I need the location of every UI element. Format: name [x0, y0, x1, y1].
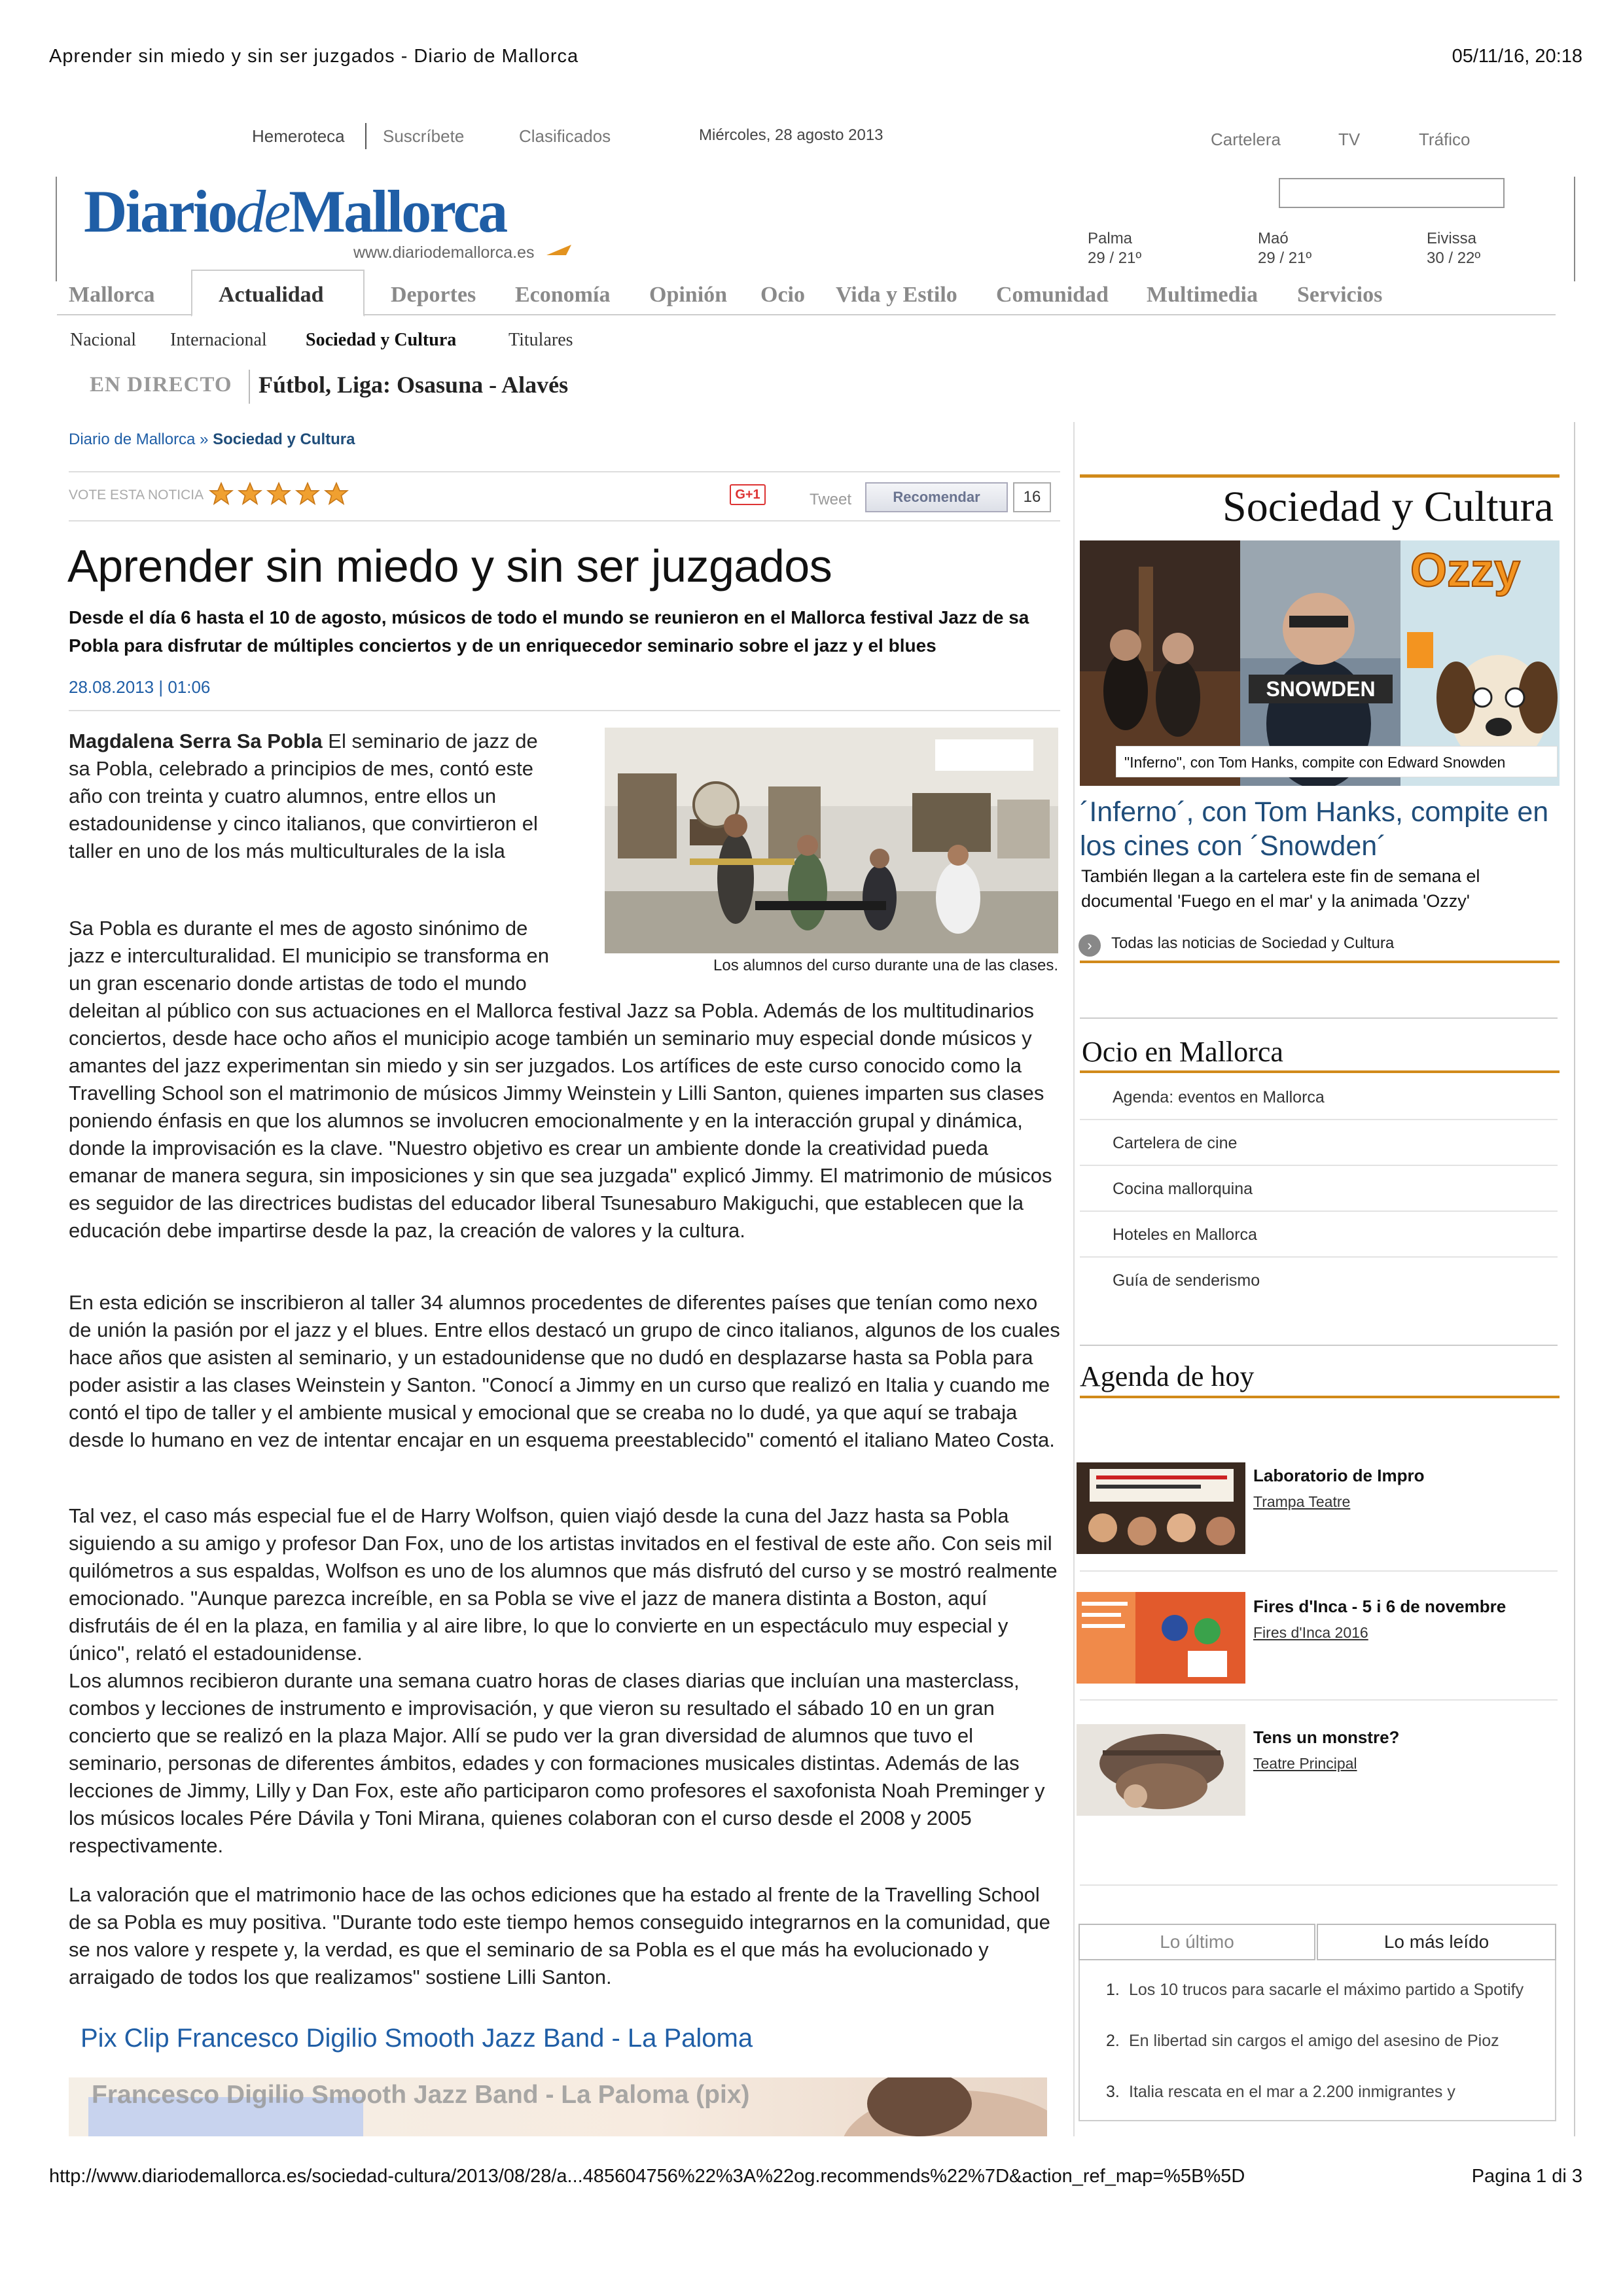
list-number: 2.: [1106, 2032, 1120, 2050]
subnav-internacional[interactable]: Internacional: [170, 330, 267, 350]
divider: [1080, 1699, 1558, 1701]
weather-temp: 29 / 21º: [1088, 249, 1142, 267]
tab-lo-mas-leido[interactable]: Lo más leído: [1317, 1924, 1556, 1960]
divider: [1080, 1884, 1558, 1886]
agenda-item-venue[interactable]: Teatre Principal: [1253, 1755, 1357, 1772]
video-title: Francesco Digilio Smooth Jazz Band - La Paloma (pix): [92, 2081, 750, 2109]
weather-city: Eivissa: [1427, 230, 1477, 247]
divider: [1080, 1345, 1558, 1346]
poster-title-ozzy: Ozzy: [1410, 544, 1521, 597]
divider: [69, 520, 1060, 521]
agenda-image[interactable]: [1077, 1724, 1245, 1816]
divider: [1080, 1119, 1558, 1120]
paragraph-text: Sa Pobla es durante el mes de agosto sinónimo de jazz e interculturalidad. El municipio se transforma en un gran escenario donde artistas de todo el mundo deleitan al público con sus actuaciones en el Mallorca festival Jazz sa Pobla. Además de los multitudinarios conciertos, desde hace ocho años el municipio acoge también un seminario muy especial donde músicos y amantes del jazz experimentan sin miedo y sin ser juzgados. Los artífices de este curso conocido como la Travelling School son el matrimonio de músicos Jimmy Weinstein y Lilli Santon, quienes imparten sus clases poniendo énfasis en que los alumnos se involucren emocionalmente y en la interacción grupal y dinámica, donde la improvisación es la clave. "Nuestro objetivo es crear un ambiente donde la creatividad pueda emanar de manera segura, sin imposiciones y sin que sea juzgada" explicó Jimmy. El matrimonio de músicos es seguidor de las directrices budistas del educador liberal Tsunesaburo Makiguchi, que establecen que la educación debe impartirse desde la paz, la creación de valores y la cultura.: [69, 917, 1052, 1242]
print-page-number: Pagina 1 di 3: [1471, 2166, 1582, 2187]
nav-actualidad-label: Actualidad: [219, 283, 324, 307]
frame-line-right-lower: [1574, 422, 1575, 2136]
nav-actualidad-tab[interactable]: [191, 270, 365, 317]
divider: [69, 710, 1060, 711]
weather-city: Palma: [1088, 230, 1133, 247]
print-page-title: Aprender sin miedo y sin ser juzgados - Diario de Mallorca: [49, 46, 579, 67]
sidebar-section-title: Sociedad y Cultura: [1222, 483, 1554, 531]
nav-mallorca[interactable]: Mallorca: [69, 283, 155, 307]
breadcrumb-section[interactable]: Sociedad y Cultura: [213, 431, 355, 448]
ocio-link-hoteles[interactable]: Hoteles en Mallorca: [1113, 1226, 1257, 1244]
nav-opinion[interactable]: Opinión: [649, 283, 728, 307]
search-input[interactable]: [1279, 178, 1505, 208]
article-subhead: Desde el día 6 hasta el 10 de agosto, músicos de todo el mundo se reunieron en el Mallorca festival Jazz de sa Pobla para disfrutar de múltiples conciertos y de un enriquecedor seminario sobre el jazz y el blues: [69, 607, 1029, 656]
agenda-thumb-impro: [1077, 1462, 1245, 1554]
logo-word-mallorca: Mallorca: [289, 178, 507, 245]
breadcrumb-separator: »: [195, 431, 213, 448]
frame-line-right: [1574, 177, 1575, 281]
all-news-link[interactable]: Todas las noticias de Sociedad y Cultura: [1111, 934, 1395, 952]
weather-eivissa: [1427, 229, 1480, 268]
section-accent-bar: [1080, 1396, 1560, 1398]
weather-temp: 29 / 21º: [1258, 249, 1312, 267]
print-datetime: 05/11/16, 20:18: [1452, 46, 1582, 67]
promo-headline[interactable]: ´Inferno´, con Tom Hanks, compite en los cines con ´Snowden´: [1080, 796, 1549, 862]
live-link[interactable]: Fútbol, Liga: Osasuna - Alavés: [259, 372, 569, 398]
logo-swoosh-icon: [546, 243, 573, 256]
agenda-item-title[interactable]: Tens un monstre?: [1253, 1727, 1400, 1747]
star-icon[interactable]: [323, 481, 349, 507]
agenda-item-venue[interactable]: Fires d'Inca 2016: [1253, 1624, 1368, 1641]
clasificados-link[interactable]: Clasificados: [519, 126, 611, 146]
list-number: 1.: [1106, 1981, 1120, 1999]
list-item[interactable]: [1106, 2081, 1525, 2103]
arrow-right-icon[interactable]: ›: [1079, 934, 1101, 957]
article-paragraph: En esta edición se inscribieron al taller 34 alumnos procedentes de diferentes países que tenían como nexo de unión la pasión por el jazz y el blues. Entre ellos destacó un grupo de cinco italianos, algunos de los cuales hace años que asisten al seminario, y un estadounidense que no dudó en desplazarse hasta sa Pobla para poder asistir a las clases Weinstein y Santon. "Conocí a Jimmy en un curso que realizó en Italia y cuando me contó el tipo de taller y el ambiente musical y emocional que se creaba no lo dudé, ya que aquí se trabaja desde lo humano en vez de intentar encajar en un esquema preestablecido" comentó el italiano Mateo Costa.: [69, 1291, 1060, 1451]
print-url: http://www.diariodemallorca.es/sociedad-cultura/2013/08/28/a...485604756%22%3A%22og.recommends%22%7D&action_ref_map=%5B%5D: [49, 2166, 1245, 2187]
divider: [1080, 1570, 1558, 1572]
google-plus-button[interactable]: G+1: [730, 484, 766, 505]
weather-mao: [1258, 229, 1311, 268]
photo-float-spacer: [550, 915, 1060, 990]
video-link[interactable]: Pix Clip Francesco Digilio Smooth Jazz Band - La Paloma: [80, 2024, 753, 2053]
list-text: Los 10 trucos para sacarle el máximo partido a Spotify: [1129, 1981, 1524, 1999]
agenda-title: Agenda de hoy: [1080, 1360, 1255, 1392]
photo-caption: Los alumnos del curso durante una de las clases.: [713, 957, 1058, 974]
article-author: Magdalena Serra Sa Pobla: [69, 730, 323, 752]
poster-title-snowden: SNOWDEN: [1266, 677, 1376, 701]
recommend-button[interactable]: Recomendar: [865, 482, 1008, 512]
paragraph-text: Tal vez, el caso más especial fue el de Harry Wolfson, quien viajó desde la cuna del Jazz hasta sa Pobla siguiendo a su amigo y profesor Dan Fox, uno de los artistas invitados en el festival de este año. Con seis mil quilómetros a sus espaldas, Wolfson es uno de los alumnos que más disfrutó del curso y se mostró realmente emocionado. "Aunque parezca increíble, en sa Pobla se vive el jazz de manera distinta a Boston, aquí disfrutáis de él en la plaza, en familia y al aire libre, lo que lo convierte en un espectáculo muy especial y único", relató el estadounidense.: [69, 1504, 1058, 1665]
breadcrumb-home[interactable]: Diario de Mallorca: [69, 431, 196, 448]
nav-comunidad[interactable]: Comunidad: [996, 283, 1109, 307]
logo-word-de: de: [236, 178, 289, 245]
ocio-title: Ocio en Mallorca: [1082, 1036, 1283, 1068]
ocio-link-agenda[interactable]: Agenda: eventos en Mallorca: [1113, 1088, 1325, 1106]
list-text: En libertad sin cargos el amigo del asesino de Pioz: [1129, 2032, 1499, 2050]
star-icon[interactable]: [266, 481, 292, 507]
divider: [1080, 1165, 1558, 1166]
weather-temp: 30 / 22º: [1427, 249, 1481, 267]
divider: [1080, 1256, 1558, 1258]
breadcrumb: [69, 431, 355, 449]
nav-ocio[interactable]: Ocio: [760, 283, 805, 307]
frame-line-left: [56, 177, 57, 281]
tweet-button[interactable]: Tweet: [810, 491, 852, 508]
column-divider: [1073, 422, 1075, 2136]
lead-text: El seminario de jazz de sa Pobla, celebrado a principios de mes, contó este año con treinta y cuatro alumnos, entre ellos un estadounidense y cinco italianos, que convirtieron el taller en uno de los más multiculturales de la isla: [69, 730, 538, 862]
site-logo[interactable]: [84, 177, 506, 246]
nav-multimedia[interactable]: Multimedia: [1147, 283, 1258, 307]
divider: [1080, 1017, 1558, 1019]
divider: [1080, 1210, 1558, 1212]
nav-vida-estilo[interactable]: Vida y Estilo: [836, 283, 957, 307]
hemeroteca-link[interactable]: Hemeroteca: [252, 126, 345, 146]
nav-economia[interactable]: Economía: [515, 283, 611, 307]
article-paragraph: La valoración que el matrimonio hace de las ochos ediciones que ha estado al frente de la Travelling School de sa Pobla es muy positiva. "Durante todo este tiempo hemos conseguido integrarnos en la comunidad, que se nos valore y respete y, la verdad, es que el seminario de sa Pobla es el que más ha evolucionado y arraigado de todos los que realizamos" sostiene Lilli Santon.: [69, 1883, 1050, 1988]
list-number: 3.: [1106, 2083, 1120, 2101]
ocio-link-cocina[interactable]: Cocina mallorquina: [1113, 1180, 1253, 1198]
cartelera-link[interactable]: Cartelera: [1211, 130, 1281, 149]
agenda-image[interactable]: [1077, 1462, 1245, 1554]
section-accent-bar: [1080, 961, 1560, 963]
article-dateline: 28.08.2013 | 01:06: [69, 677, 211, 697]
article-lead: [69, 728, 546, 865]
ocio-link-cartelera[interactable]: Cartelera de cine: [1113, 1134, 1238, 1152]
list-text: Italia rescata en el mar a 2.200 inmigrantes y: [1129, 2083, 1455, 2101]
tv-link[interactable]: TV: [1338, 130, 1361, 149]
star-icon[interactable]: [237, 481, 263, 507]
weather-city: Maó: [1258, 230, 1289, 247]
subnav-sociedad-cultura[interactable]: Sociedad y Cultura: [306, 330, 457, 350]
trafico-link[interactable]: Tráfico: [1419, 130, 1471, 149]
current-date: Miércoles, 28 agosto 2013: [699, 126, 883, 144]
section-accent-bar: [1080, 474, 1560, 478]
list-item[interactable]: [1106, 1979, 1525, 2001]
paragraph-text: Los alumnos recibieron durante una semana cuatro horas de clases diarias que incluían una masterclass, combos y lecciones de instrumento e improvisación, y que vieron su resultado el sábado 10 en un gran concierto que se realizó en la plaza Major. Allí se pudo ver la gran diversidad de alumnos que tuvo el seminario, personas de diferentes ámbitos, edades y con formaciones musicales distintas. Además de las lecciones de Jimmy, Lilly y Dan Fox, este año participaron como profesores el saxofonista Noah Preminger y los músicos locales Pére Dávila y Toni Mirana, quienes colaboran con el curso desde el 2008 y 2005 respectivamente.: [69, 1669, 1045, 1857]
ocio-link-senderismo[interactable]: Guía de senderismo: [1113, 1271, 1260, 1290]
promo-summary: También llegan a la cartelera este fin de semana el documental 'Fuego en el mar' y la animada 'Ozzy': [1081, 866, 1480, 911]
agenda-thumb-monstre: [1077, 1724, 1245, 1816]
divider: [69, 471, 1060, 472]
agenda-image[interactable]: [1077, 1592, 1245, 1684]
suscribete-link[interactable]: Suscríbete: [383, 126, 465, 146]
star-icon[interactable]: [294, 481, 321, 507]
promo-caption: "Inferno", con Tom Hanks, compite con Edward Snowden: [1116, 746, 1558, 777]
article-paragraph: [69, 915, 1060, 1245]
tab-lo-ultimo[interactable]: Lo último: [1079, 1924, 1315, 1960]
logo-word-diario: Diario: [84, 178, 236, 245]
agenda-thumb-fires: [1077, 1592, 1245, 1684]
nav-deportes[interactable]: Deportes: [391, 283, 476, 307]
recommend-count: 16: [1013, 482, 1051, 512]
agenda-item-title[interactable]: Fires d'Inca - 5 i 6 de novembre: [1253, 1597, 1507, 1616]
live-label: EN DIRECTO: [90, 373, 232, 397]
nav-servicios[interactable]: Servicios: [1297, 283, 1383, 307]
article-paragraph: [69, 1502, 1060, 1860]
weather-palma: [1088, 229, 1141, 268]
subnav-titulares[interactable]: Titulares: [508, 330, 573, 350]
article-headline: Aprender sin miedo y sin ser juzgados: [67, 540, 832, 592]
vote-label: VOTE ESTA NOTICIA: [69, 487, 204, 503]
list-item[interactable]: [1106, 2030, 1525, 2052]
star-icon[interactable]: [208, 481, 234, 507]
main-nav: [57, 270, 1556, 315]
agenda-item-venue[interactable]: Trampa Teatre: [1253, 1493, 1351, 1510]
util-divider: [365, 123, 366, 149]
agenda-item-title[interactable]: Laboratorio de Impro: [1253, 1466, 1425, 1485]
logo-url: www.diariodemallorca.es: [353, 243, 535, 262]
section-accent-bar: [1080, 1070, 1560, 1073]
subnav-nacional[interactable]: Nacional: [70, 330, 137, 350]
live-divider: [249, 370, 250, 404]
